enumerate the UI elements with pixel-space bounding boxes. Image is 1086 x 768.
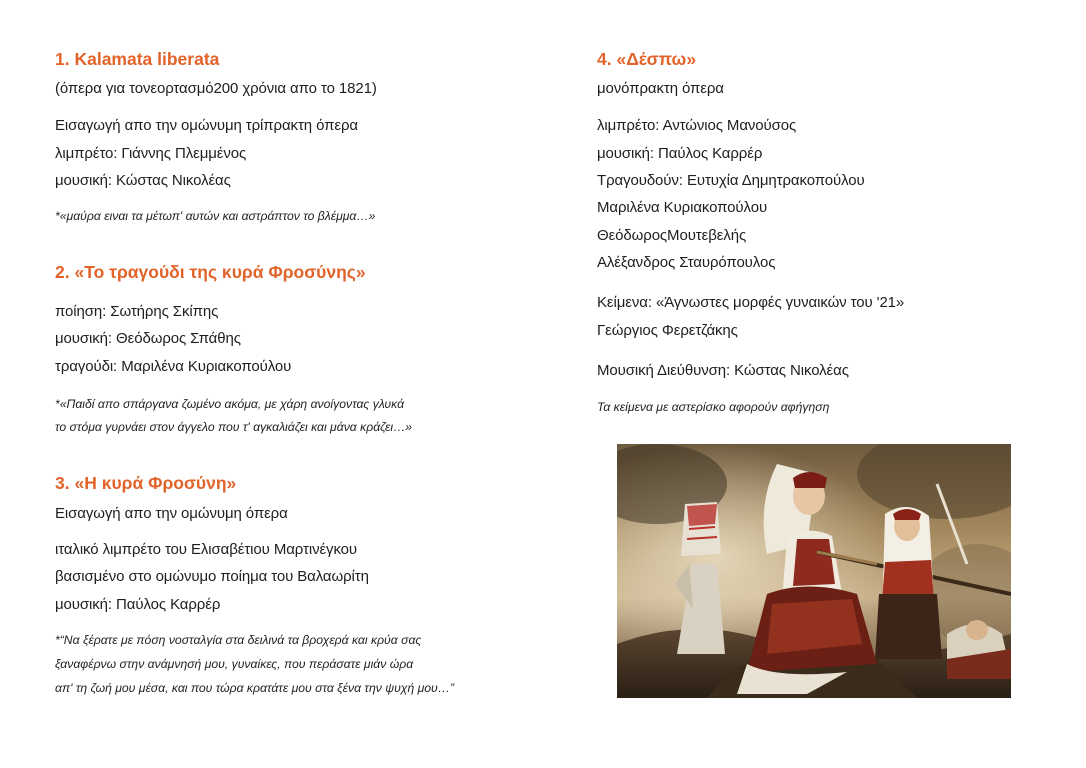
painting-illustration — [617, 444, 1011, 698]
section-1-line: μουσική: Κώστας Νικολέας — [55, 172, 231, 189]
section-1-note: *«μαύρα ειναι τα μέτωπ' αυτών και αστράπτον το βλέμμα…» — [55, 209, 376, 223]
section-4-line: Τραγουδούν: Ευτυχία Δημητρακοπούλου — [597, 172, 865, 189]
section-4-note: Τα κείμενα με αστερίσκο αφορούν αφήγηση — [597, 400, 830, 414]
section-1-subtitle: (όπερα για τονεορτασμό200 χρόνια απο το 1821) — [55, 80, 377, 97]
section-4-line: ΘεόδωροςΜουτεβελής — [597, 227, 747, 244]
section-3-note-line: *“Να ξέρατε με πόση νοσταλγία στα δειλινά τα βροχερά και κρύα σας — [55, 633, 422, 647]
section-4-subtitle: μονόπρακτη όπερα — [597, 80, 724, 97]
section-4-title: 4. «Δέσπω» — [597, 49, 697, 69]
section-3-line: βασισμένο στο ομώνυμο ποίημα του Βαλαωρίτη — [55, 568, 369, 585]
section-4-direction: Μουσική Διεύθυνση: Κώστας Νικολέας — [597, 362, 849, 379]
section-4-line: Αλέξανδρος Σταυρόπουλος — [597, 254, 776, 271]
section-2-title: 2. «Το τραγούδι της κυρά Φροσύνης» — [55, 262, 366, 282]
section-3-note-line: απ' τη ζωή μου μέσα, και που τώρα κρατάτε μου στα ξένα την ψυχή μου…” — [55, 681, 454, 695]
section-2-note-line: το στόμα γυρνάει στον άγγελο που τ' αγκαλιάζει και μάνα κράζει…» — [55, 420, 413, 434]
section-4-texts-author: Γεώργιος Φερετζάκης — [597, 322, 738, 339]
section-3-note-line: ξαναφέρνω στην ανάμνησή μου, γυναίκες, που περάσατε μιάν ώρα — [55, 657, 414, 671]
section-4-line: λιμπρέτο: Αντώνιος Μανούσος — [597, 117, 797, 134]
section-1-line: λιμπρέτο: Γιάννης Πλεμμένος — [55, 145, 247, 162]
section-4-line: Μαριλένα Κυριακοπούλου — [597, 199, 768, 216]
section-1-line: Εισαγωγή απο την ομώνυμη τρίπρακτη όπερα — [55, 117, 358, 134]
section-3-title: 3. «Η κυρά Φροσύνη» — [55, 473, 237, 493]
section-2-line: ποίηση: Σωτήρης Σκίπης — [55, 303, 219, 320]
section-3-subtitle: Εισαγωγή απο την ομώνυμη όπερα — [55, 505, 288, 522]
section-3-line: μουσική: Παύλος Καρρέρ — [55, 596, 221, 613]
section-3-line: ιταλικό λιμπρέτο του Ελισαβέτιου Μαρτινέγκου — [55, 541, 358, 558]
section-4-texts: Κείμενα: «Άγνωστες μορφές γυναικών του '21» — [597, 294, 905, 311]
section-4-line: μουσική: Παύλος Καρρέρ — [597, 145, 763, 162]
section-2-note-line: *«Παιδί απο σπάργανα ζωμένο ακόμα, με χάρη ανοίγοντας γλυκά — [55, 397, 405, 411]
section-1-title: 1. Kalamata liberata — [55, 49, 220, 69]
painting-image — [617, 444, 1011, 698]
section-2-line: τραγούδι: Μαριλένα Κυριακοπούλου — [55, 358, 292, 375]
section-2-line: μουσική: Θεόδωρος Σπάθης — [55, 330, 241, 347]
